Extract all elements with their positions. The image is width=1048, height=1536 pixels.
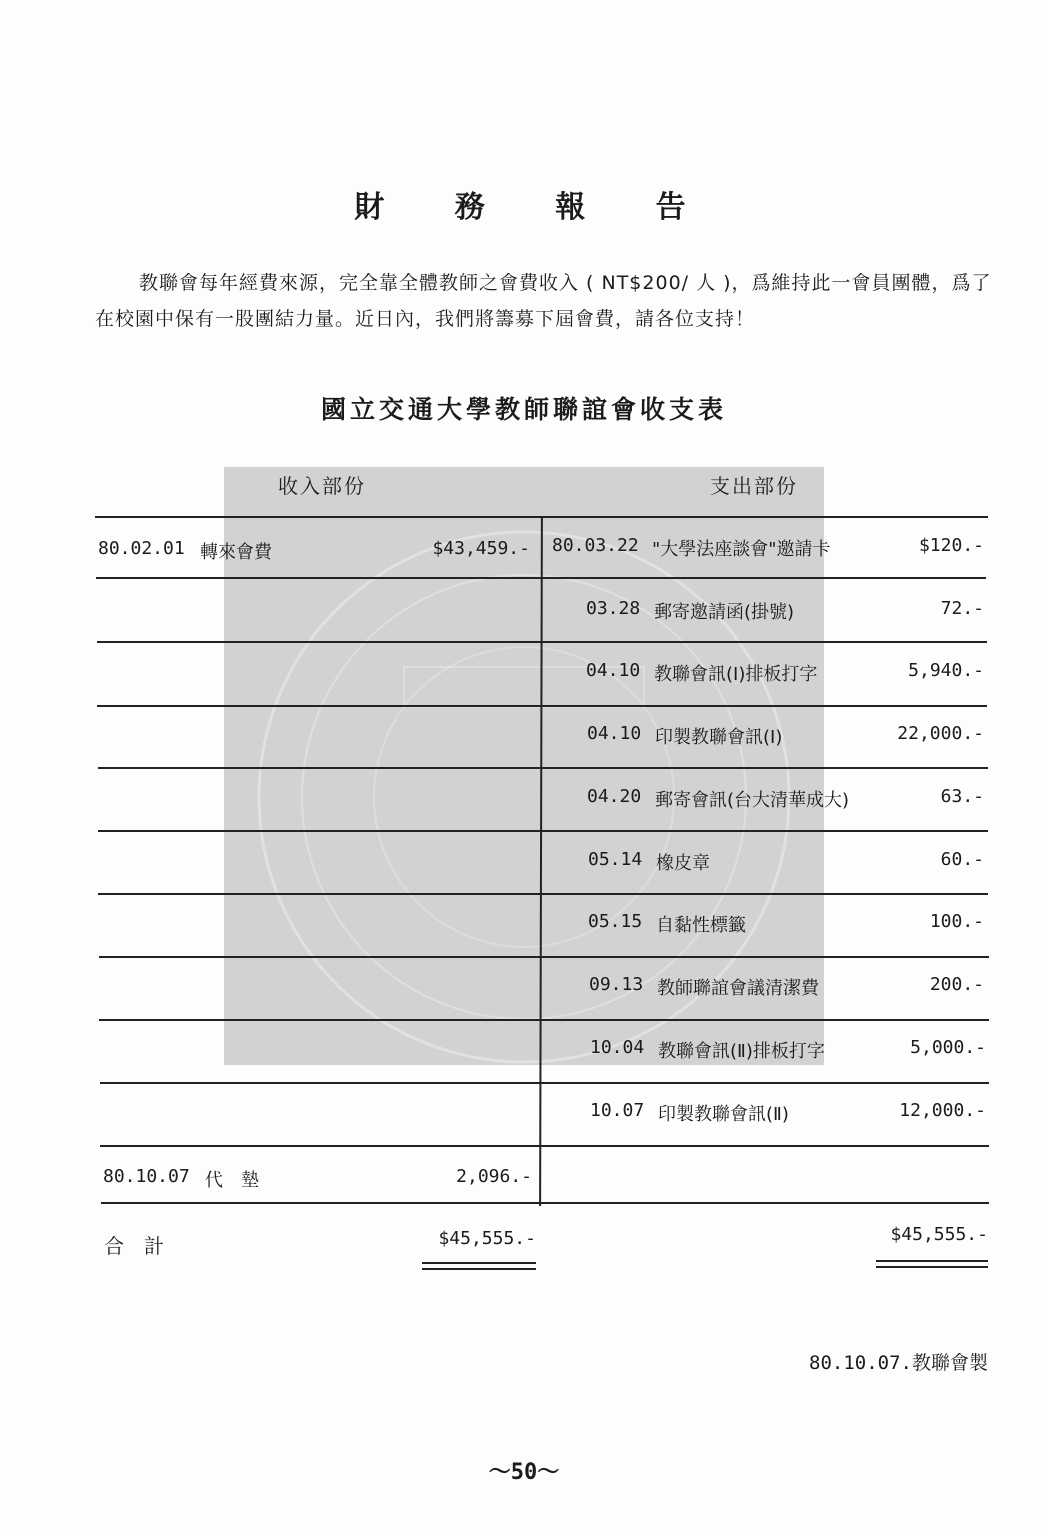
expense-amount-3: 5,940.- (908, 660, 984, 681)
expense-item-5: 郵寄會訊(台大清華成大) (655, 790, 850, 811)
expense-amount-8: 200.- (929, 974, 984, 995)
expense-item-3: 教聯會訊(Ⅰ)排板打字 (654, 664, 818, 685)
expense-item-8: 教師聯誼會議清潔費 (657, 978, 819, 999)
income-amount-2: 2,096.- (456, 1166, 532, 1187)
income-total: $45,555.- (438, 1228, 536, 1249)
expense-item-10: 印製教聯會訊(Ⅱ) (658, 1104, 789, 1125)
expense-item-9: 教聯會訊(Ⅱ)排板打字 (658, 1041, 825, 1062)
expense-amount-1: $120.- (918, 535, 984, 556)
expense-date-9: 10.04 (590, 1037, 645, 1058)
expense-item-6: 橡皮章 (656, 853, 710, 874)
expense-date-3: 04.10 (586, 660, 641, 681)
expense-date-2: 03.28 (586, 598, 641, 619)
expense-date-10: 10.07 (590, 1100, 645, 1121)
expense-date-5: 04.20 (587, 786, 642, 807)
expense-item-2: 郵寄邀請函(掛號) (654, 602, 795, 623)
table-title: 國立交通大學教師聯誼會收支表 (320, 395, 727, 424)
expense-amount-10: 12,000.- (899, 1100, 986, 1121)
expense-date-8: 09.13 (589, 974, 644, 995)
expense-date-4: 04.10 (587, 723, 642, 744)
income-date-1: 80.02.01 (98, 538, 185, 559)
income-amount-1: $43,459.- (432, 538, 530, 559)
expense-date-6: 05.14 (588, 849, 643, 870)
income-item-1: 轉來會費 (200, 542, 272, 563)
expense-date-1: 80.03.22 (552, 535, 639, 556)
expense-amount-9: 5,000.- (910, 1037, 986, 1058)
intro-paragraph: 教聯會每年經費來源，完全靠全體教師之會費收入 ( NT$200/ 人 )，爲維持此一會員團體，爲了在校園中保有一股團結力量。近日內，我們將籌募下屆會費，請各位支持！ (95, 272, 992, 330)
income-date-2: 80.10.07 (103, 1166, 190, 1187)
expense-date-7: 05.15 (588, 911, 643, 932)
expense-amount-7: 100.- (929, 911, 984, 932)
page-title: 財 務 報 告 (354, 190, 716, 225)
expense-item-1: "大學法座談會"邀請卡 (652, 539, 831, 560)
income-header: 收入部份 (278, 474, 366, 498)
expense-item-7: 自黏性標籤 (656, 915, 746, 936)
expense-amount-6: 60.- (940, 849, 984, 870)
expense-amount-5: 63.- (940, 786, 984, 807)
expense-header: 支出部份 (710, 474, 798, 498)
expense-amount-4: 22,000.- (897, 723, 984, 744)
total-label: 合 計 (104, 1234, 164, 1258)
expense-total: $45,555.- (890, 1224, 988, 1245)
expense-item-4: 印製教聯會訊(Ⅰ) (655, 727, 783, 748)
page-number: ～50～ (488, 1460, 560, 1485)
footer-signature: 80.10.07.教聯會製 (809, 1352, 988, 1374)
income-item-2: 代 墊 (205, 1170, 259, 1191)
expense-amount-2: 72.- (940, 598, 984, 619)
